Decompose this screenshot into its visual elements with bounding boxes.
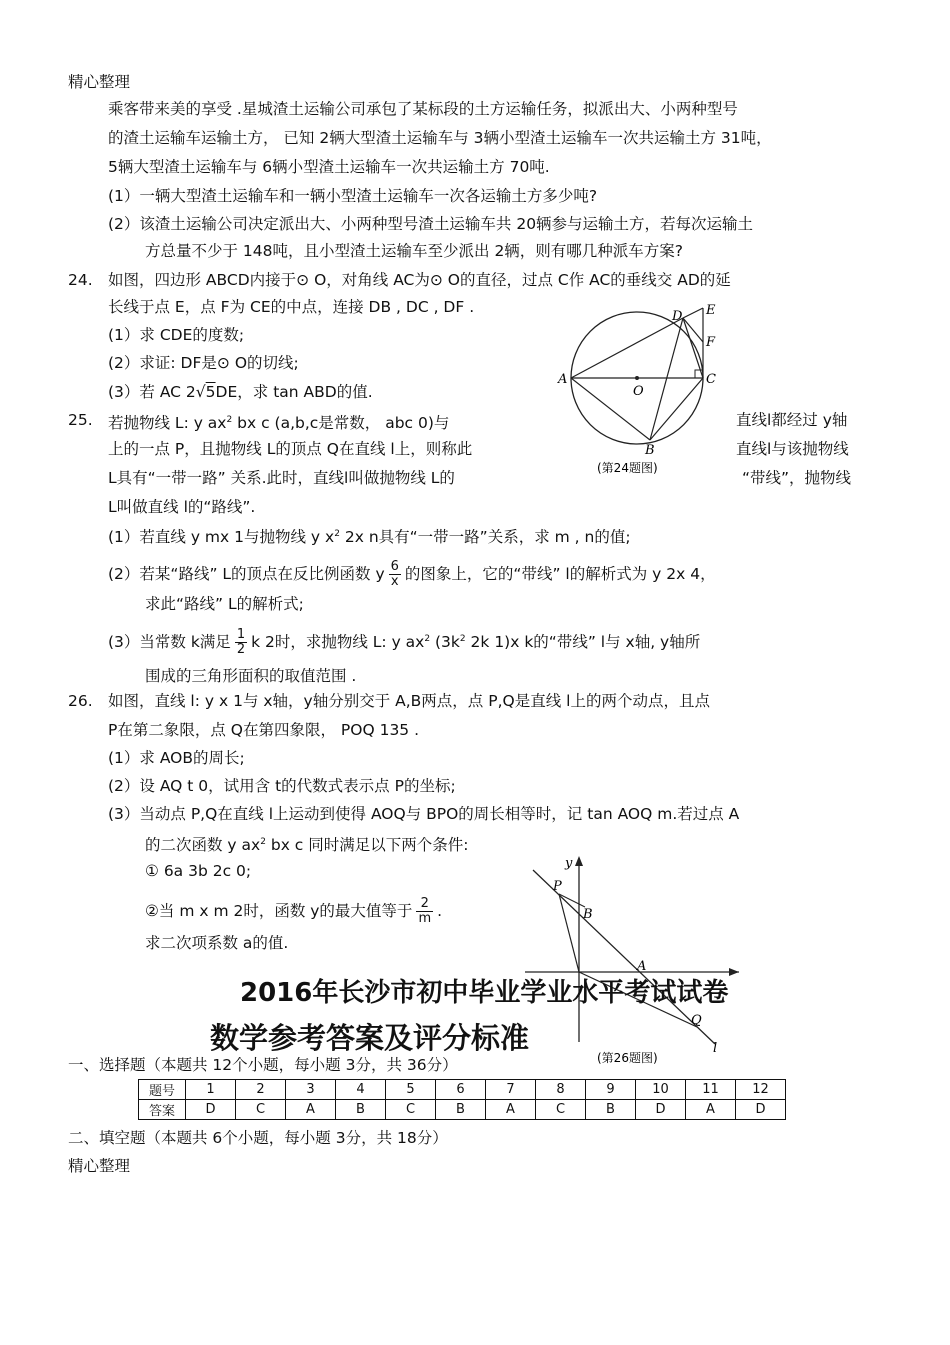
q23-part-2b: 方总量不少于 148吨，且小型渣土运输车至少派出 2辆，则有哪几种派车方案? <box>145 242 684 260</box>
q25-part-3-b: k 2时，求抛物线 L: y ax <box>251 633 425 651</box>
q24-line-2: 长线于点 E，点 F为 CE的中点，连接 DB , DC , DF . <box>108 298 475 316</box>
fig26-label-p: P <box>553 879 562 894</box>
q26-line-2: P在第二象限，点 Q在第四象限， POQ 135 . <box>108 721 420 739</box>
exp-2: 2 <box>260 837 266 847</box>
q25-line-2-b: 直线l与该抛物线 <box>736 440 849 458</box>
q25-part-3-d: 2k 1)x k的“带线” l与 x轴, y轴所 <box>465 633 701 651</box>
fig24-label-b: B <box>645 443 655 458</box>
q26-condition-2-b: . <box>437 902 443 920</box>
q26-part-3b-c: bx c 同时满足以下两个条件: <box>265 836 469 855</box>
q25-line-3-a: L具有“一带一路” 关系.此时，直线l叫做抛物线 L的 <box>108 469 455 487</box>
q25-line-1-c: 直线l都经过 y轴 <box>736 411 848 429</box>
q26-condition-1: ① 6a 3b 2c 0; <box>145 862 252 880</box>
q23-line-2: 的渣土运输车运输土方， 已知 2辆大型渣土运输车与 3辆小型渣土运输车一次共运输土方 31吨， <box>108 129 772 147</box>
section-1-heading: 一、选择题（本题共 12个小题，每小题 3分，共 36分） <box>68 1056 458 1074</box>
table-cell: 5 <box>386 1080 436 1100</box>
q25-part-1 <box>108 524 631 547</box>
table-cell: 9 <box>586 1080 636 1100</box>
q25-part-3 <box>108 628 700 657</box>
fig26-label-q: Q <box>691 1013 702 1028</box>
table-cell: 4 <box>336 1080 386 1100</box>
q26-condition-2-a: ②当 m x m 2时，函数 y的最大值等于 <box>145 902 413 920</box>
table-cell: 2 <box>236 1080 286 1100</box>
frac-num: 2 <box>416 897 433 912</box>
table-cell: B <box>336 1100 386 1120</box>
q23-line-3: 5辆大型渣土运输车与 6辆小型渣土运输车一次共运输土方 70吨. <box>108 158 550 176</box>
q24-part-1: (1）求 CDE的度数; <box>108 326 245 344</box>
table-cell: B <box>436 1100 486 1120</box>
q26-part-2: (2）设 AQ t 0，试用含 t的代数式表示点 P的坐标; <box>108 777 456 795</box>
q24-number: 24. <box>68 271 93 289</box>
q26-line-1: 如图，直线 l: y x 1与 x轴，y轴分别交于 A,B两点，点 P,Q是直线 l上的两个动点，且点 <box>108 692 710 710</box>
exp-2: 2 <box>459 633 466 644</box>
frac-den: 2 <box>236 642 246 657</box>
table-row <box>139 1100 786 1120</box>
fig24-label-c: C <box>706 372 716 387</box>
fig24-label-e: E <box>706 303 716 318</box>
q25-line-1 <box>108 410 449 433</box>
q26-part-3b-a: 的二次函数 y ax <box>145 836 261 855</box>
q25-part-2-c: 求此“路线” L的解析式; <box>145 595 304 613</box>
exp-2: 2 <box>334 529 340 539</box>
q25-part-2 <box>108 560 716 589</box>
table-cell: B <box>586 1100 636 1120</box>
answer-table <box>138 1079 786 1120</box>
table-cell: C <box>536 1100 586 1120</box>
fig26-label-y: y <box>565 856 573 871</box>
page-header: 精心整理 <box>68 73 131 91</box>
page-footer: 精心整理 <box>68 1157 131 1175</box>
q24-part-3-a: (3）若 AC 2 <box>108 383 196 401</box>
q25-part-3-a: (3）当常数 k满足 <box>108 633 231 651</box>
figure-26 <box>525 852 743 1070</box>
figure-24 <box>555 300 725 480</box>
table-cell: 7 <box>486 1080 536 1100</box>
answer-title-2: 数学参考答案及评分标准 <box>210 1021 530 1055</box>
exp-2: 2 <box>226 415 233 425</box>
q25-line-4: L叫做直线 l的“路线”. <box>108 498 256 516</box>
fig24-label-o: O <box>633 384 644 399</box>
q26-part-1: (1）求 AOB的周长; <box>108 749 245 767</box>
table-cell: C <box>236 1100 286 1120</box>
frac-num: 6 <box>390 559 399 574</box>
q26-part-3a: (3）当动点 P,Q在直线 l上运动到使得 AOQ与 BPO的周长相等时，记 tan AOQ m.若过点 A <box>108 805 740 823</box>
q26-condition-3: 求二次项系数 a的值. <box>145 934 289 952</box>
fraction-6-over-x <box>389 560 401 589</box>
q23-part-2a: (2）该渣土运输公司决定派出大、小两种型号渣土运输车共 20辆参与运输土方，若每次运输土 <box>108 215 754 233</box>
table-cell: A <box>686 1100 736 1120</box>
fraction-1-over-2 <box>235 628 247 657</box>
q24-part-2: (2）求证: DF是⊙ O的切线; <box>108 354 299 372</box>
fig24-caption: (第24题图) <box>597 461 658 475</box>
q24-part-3-c: DE，求 tan ABD的值. <box>215 383 373 401</box>
q25-part-1-b: 2x n具有“一带一路”关系，求 m , n的值; <box>339 528 631 547</box>
table-cell: 8 <box>536 1080 586 1100</box>
q26-condition-2 <box>145 897 442 926</box>
fig24-label-d: D <box>672 309 683 324</box>
q25-line-1-a: 若抛物线 L: y ax <box>108 414 227 433</box>
q26-part-3b <box>145 832 468 855</box>
frac-num: 1 <box>236 627 246 642</box>
table-cell: 3 <box>286 1080 336 1100</box>
q25-part-1-a: (1）若直线 y mx 1与抛物线 y x <box>108 528 335 547</box>
sqrt-sign: √ <box>195 383 206 401</box>
q25-part-3-e: 围成的三角形面积的取值范围 . <box>145 667 357 685</box>
table-cell: A <box>486 1100 536 1120</box>
q25-part-3-c: (3k <box>430 633 460 651</box>
table-row-head: 答案 <box>139 1100 186 1120</box>
q24-part-3-radicand: 5 <box>205 383 216 401</box>
exp-2: 2 <box>424 633 431 644</box>
fig26-label-l: l <box>713 1041 718 1056</box>
q24-part-3 <box>108 382 373 402</box>
q25-part-2-b: 的图象上，它的“带线” l的解析式为 y 2x 4， <box>404 565 716 583</box>
frac-den: m <box>418 911 432 926</box>
table-cell: D <box>636 1100 686 1120</box>
q25-line-2-a: 上的一点 P，且抛物线 L的顶点 Q在直线 l上，则称此 <box>108 440 473 458</box>
table-cell: A <box>286 1100 336 1120</box>
q25-part-2-a: (2）若某“路线” L的顶点在反比例函数 y <box>108 565 385 583</box>
table-cell: 1 <box>186 1080 236 1100</box>
fig26-label-b: B <box>583 907 593 922</box>
table-cell: 12 <box>736 1080 786 1100</box>
q26-number: 26. <box>68 692 93 710</box>
fig26-label-a: A <box>637 959 647 974</box>
table-cell: C <box>386 1100 436 1120</box>
q25-number: 25. <box>68 411 93 429</box>
fig24-label-f: F <box>706 335 716 350</box>
fig24-label-a: A <box>558 372 568 387</box>
answer-title-1: 2016年长沙市初中毕业学业水平考试试卷 <box>240 978 729 1008</box>
table-cell: 6 <box>436 1080 486 1100</box>
table-row <box>139 1080 786 1100</box>
table-cell: 10 <box>636 1080 686 1100</box>
fraction-2-over-m <box>416 897 433 926</box>
q25-line-3-b: “带线”，抛物线 <box>742 469 852 487</box>
q23-line-1: 乘客带来美的享受 .星城渣土运输公司承包了某标段的土方运输任务，拟派出大、小两种型号 <box>108 100 738 118</box>
q25-line-1-b: bx c (a,b,c是常数， abc 0)与 <box>232 414 450 433</box>
table-row-head: 题号 <box>139 1080 186 1100</box>
table-cell: D <box>736 1100 786 1120</box>
table-cell: 11 <box>686 1080 736 1100</box>
section-2-heading: 二、填空题（本题共 6个小题，每小题 3分，共 18分） <box>68 1129 448 1147</box>
table-cell: D <box>186 1100 236 1120</box>
q24-line-1: 如图，四边形 ABCD内接于⊙ O，对角线 AC为⊙ O的直径，过点 C作 AC的垂线交 AD的延 <box>108 271 731 289</box>
q23-part-1: (1）一辆大型渣土运输车和一辆小型渣土运输车一次各运输土方多少吨? <box>108 187 598 205</box>
fig26-caption: (第26题图) <box>597 1051 658 1065</box>
frac-den: x <box>390 574 399 589</box>
